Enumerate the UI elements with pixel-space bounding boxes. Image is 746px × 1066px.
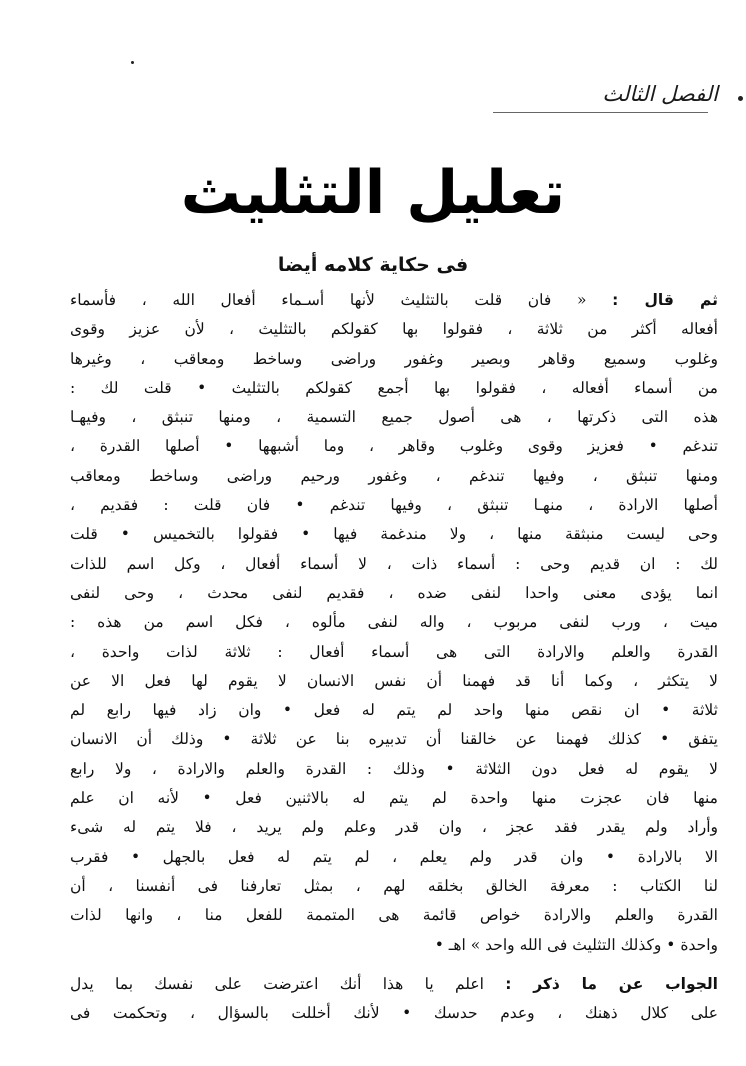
text-line: لك : ان قديم وحى : أسماء ذات ، لا أسماء أفعال ، وكل اسم للذات (70, 554, 718, 573)
ink-speck (738, 96, 743, 101)
ink-speck (131, 61, 134, 64)
text-line: الا بالارادة • وان قدر ولم يعلم ، لم يتم له فعل بالجهل • فقرب (70, 847, 718, 866)
text-line: من أسماء أفعاله ، فقولوا بها أجمع كقولكم بالتثليث • قلت لك : (70, 378, 718, 397)
page-title: تعليل التثليث (180, 158, 566, 228)
text-line: على كلال ذهنك ، وعدم حدسك • لأنك أخللت بالسؤال ، وتحكمت فى (70, 1004, 718, 1023)
text-line: أفعاله أكثر من ثلاثة ، فقولوا بها كقولكم بالتثليث ، لأن عزيز وقوى (70, 320, 718, 339)
text-line: ميت ، ورب لنفى مربوب ، واله لنفى مألوه ، فكل اسم من هذه : (70, 613, 718, 632)
text-line: واحدة • وكذلك التثليث فى الله واحد » اهـ • (434, 935, 718, 954)
text-line: ومنها تنبثق ، وفيها تندغم ، وغفور ورحيم وراضى وساخط ومعاقب (70, 466, 718, 485)
text-line: لنا الكتاب : معرفة الخالق بخلقه لهم ، بمثل تعارفنا فى أنفسنا ، أن (70, 876, 718, 895)
text-line: تندغم • فعزيز وقوى وغلوب وقاهر ، وما أشبهها • أصلها القدرة ، (70, 437, 718, 456)
text-line: انما يؤدى معنى واحدا لنفى ضده ، فقديم لنفى محدث ، وحى لنفى (70, 583, 718, 602)
text-line: لا يقوم له فعل دون الثلاثة • وذلك : القدرة والعلم والارادة ، ولا رابع (70, 759, 718, 778)
text-line: أصلها الارادة ، منهـا تنبثق ، وفيها تندغم • فان قلت : فقديم ، (70, 496, 718, 515)
text-line: وحى ليست منبثقة منها ، ولا مندغمة فيها • فقولوا بالتخميس • قلت (70, 525, 718, 544)
paragraph-lead: الجواب عن ما ذكر : (505, 974, 718, 993)
text-line: القدرة والعلم والارادة خواص قائمة هى المتممة للفعل منا ، وانها لذات (70, 906, 718, 925)
body-text (70, 286, 718, 1028)
text-line: يتفق • كذلك فهمنا عن خالقنا أن تدبيره بنا عن ثلاثة • وذلك أن الانسان (70, 730, 718, 749)
paragraph-lead: ثم قال : (612, 291, 718, 309)
text-line: القدرة والعلم والارادة التى هى أسماء أفعال : ثلاثة لذات واحدة ، (70, 642, 718, 661)
text-line: منها فان عجزت منها واحدة لم يتم له بالاثنين فعل • لأنه ان علم (70, 789, 718, 808)
line-text: « فان قلت بالتثليث لأنها أسـماء أفعال الله ، فأسماء (70, 291, 613, 309)
text-line: وأراد ولم يقدر فقد عجز ، وان قدر وعلم ولم يريد ، فلا يتم له شىء (70, 818, 718, 837)
text-line: ثلاثة • ان نقص منها واحد لم يتم له فعل • وان زاد فيها رابع لم (70, 701, 718, 720)
text-line: لا يتكثر ، وكما أنا قد فهمنا أن نفس الانسان لا يقوم لها فعل الا عن (70, 671, 718, 690)
text-line (70, 970, 718, 999)
chapter-label: الفصل الثالث (602, 82, 718, 106)
text-line (70, 286, 718, 315)
paragraph-gap (70, 960, 718, 970)
chapter-underline (493, 112, 708, 113)
line-text: اعلم يا هذا أنك اعترضت على نفسك بما يدل (70, 974, 506, 993)
section-subtitle: فى حكاية كلامه أيضا (277, 254, 469, 276)
text-line: هذه التى ذكرتها ، هى أصول جميع التسمية ، ومنها تنبثق ، وفيهـا (70, 408, 718, 427)
text-line: وغلوب وسميع وقاهر وبصير وغفور وراضى وساخط ومعاقب ، وغيرها (70, 349, 718, 368)
